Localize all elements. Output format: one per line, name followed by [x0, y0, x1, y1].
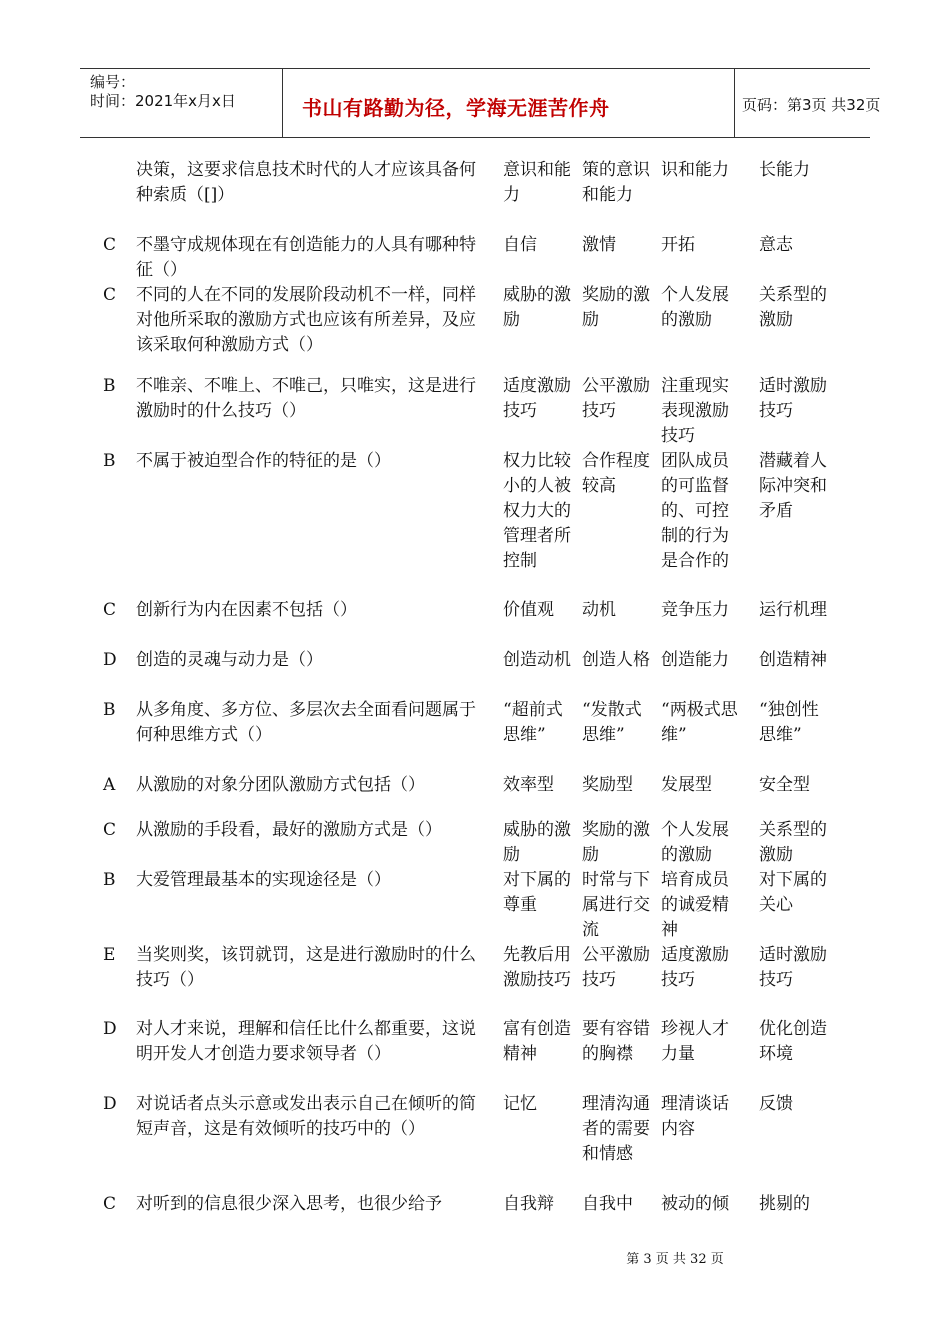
option-a: 自我辩: [503, 1194, 554, 1214]
answer-letter: B: [103, 376, 116, 396]
question-stem: 创造的灵魂与动力是（）: [136, 650, 323, 670]
option-d: 关系型的激励: [759, 820, 827, 865]
option-c: 注重现实表现激励技巧: [661, 376, 729, 446]
option-b: 奖励的激励: [582, 285, 650, 330]
answer-letter: B: [103, 700, 116, 720]
footer-page-number: 第 3 页 共 32 页: [626, 1252, 724, 1267]
answer-letter: B: [103, 451, 116, 471]
option-b: 奖励型: [582, 775, 633, 795]
question-stem: 不同的人在不同的发展阶段动机不一样，同样对他所采取的激励方式也应该有所差异，及应该采取何种激励方式（）: [136, 285, 476, 355]
option-b: 奖励的激励: [582, 820, 650, 865]
question-stem: 创新行为内在因素不包括（）: [136, 600, 357, 620]
question-stem: 不墨守成规体现在有创造能力的人具有哪种特征（）: [136, 235, 476, 280]
option-c: 识和能力: [661, 160, 729, 180]
question-stem: 对人才来说，理解和信任比什么都重要，这说明开发人才创造力要求领导者（）: [136, 1019, 476, 1064]
option-a: 意识和能力: [503, 160, 571, 205]
option-a: 价值观: [503, 600, 554, 620]
answer-letter: D: [103, 1094, 117, 1114]
option-b: 时常与下属进行交流: [582, 870, 650, 940]
answer-letter: C: [103, 820, 117, 840]
option-d: 意志: [759, 235, 793, 255]
option-d: 对下属的关心: [759, 870, 827, 915]
option-c: 个人发展的激励: [661, 820, 729, 865]
option-d: 长能力: [759, 160, 810, 180]
question-stem: 决策，这要求信息技术时代的人才应该具备何种索质（[]）: [136, 160, 476, 205]
answer-letter: B: [103, 870, 116, 890]
header-motto-cell: [282, 69, 735, 137]
option-a: “超前式思维”: [503, 700, 563, 745]
option-c: 适度激励技巧: [661, 945, 729, 990]
option-a: 富有创造精神: [503, 1019, 571, 1064]
option-d: 适时激励技巧: [759, 945, 827, 990]
option-d: 关系型的激励: [759, 285, 827, 330]
question-stem: 从多角度、多方位、多层次去全面看问题属于何种思维方式（）: [136, 700, 476, 745]
question-stem: 不属于被迫型合作的特征的是（）: [136, 451, 391, 471]
option-c: “两极式思维”: [661, 700, 738, 745]
option-d: 潜藏着人际冲突和矛盾: [759, 451, 827, 521]
page-footer: [0, 1248, 950, 1267]
option-b: 激情: [582, 235, 616, 255]
option-a: 威胁的激励: [503, 285, 571, 330]
option-a: 权力比较小的人被权力大的管理者所控制: [503, 451, 571, 571]
question-stem: 当奖则奖，该罚就罚，这是进行激励时的什么技巧（）: [136, 945, 476, 990]
option-d: 适时激励技巧: [759, 376, 827, 421]
option-b: 要有容错的胸襟: [582, 1019, 650, 1064]
option-a: 创造动机: [503, 650, 571, 670]
question-stem: 对听到的信息很少深入思考，也很少给予: [136, 1194, 442, 1214]
option-a: 自信: [503, 235, 537, 255]
option-d: 创造精神: [759, 650, 827, 670]
header-info-cell: [80, 69, 283, 137]
answer-letter: A: [103, 775, 116, 795]
answer-letter: D: [103, 650, 117, 670]
question-stem: 对说话者点头示意或发出表示自己在倾听的简短声音，这是有效倾听的技巧中的（）: [136, 1094, 476, 1139]
question-stem: 大爱管理最基本的实现途径是（）: [136, 870, 391, 890]
header-page-cell: [734, 69, 881, 137]
option-c: 创造能力: [661, 650, 729, 670]
option-c: 理清谈话内容: [661, 1094, 729, 1139]
option-d: 安全型: [759, 775, 810, 795]
option-c: 珍视人才力量: [661, 1019, 729, 1064]
answer-letter: C: [103, 600, 117, 620]
page-info: 页码：第3页 共32页: [742, 96, 881, 114]
question-stem: 不唯亲、不唯上、不唯己，只唯实，这是进行激励时的什么技巧（）: [136, 376, 476, 421]
option-d: 反馈: [759, 1094, 793, 1114]
answer-letter: C: [103, 235, 117, 255]
option-a: 威胁的激励: [503, 820, 571, 865]
option-b: “发散式思维”: [582, 700, 642, 745]
option-b: 合作程度较高: [582, 451, 650, 496]
option-a: 效率型: [503, 775, 554, 795]
answer-letter: E: [103, 945, 116, 965]
option-a: 记忆: [503, 1094, 537, 1114]
option-d: 挑剔的: [759, 1194, 810, 1214]
motto-text: 书山有路勤为径，学海无涯苦作舟: [302, 96, 610, 120]
code-label: 编号：: [90, 73, 136, 91]
option-b: 创造人格: [582, 650, 650, 670]
option-a: 对下属的尊重: [503, 870, 571, 915]
option-d: 优化创造环境: [759, 1019, 827, 1064]
option-b: 公平激励技巧: [582, 945, 650, 990]
option-b: 理清沟通者的需要和情感: [582, 1094, 650, 1164]
option-c: 团队成员的可监督的、可控制的行为是合作的: [661, 451, 729, 571]
option-d: “独创性思维”: [759, 700, 819, 745]
answer-letter: D: [103, 1019, 117, 1039]
option-c: 开拓: [661, 235, 695, 255]
option-b: 自我中: [582, 1194, 633, 1214]
option-a: 适度激励技巧: [503, 376, 571, 421]
answer-letter: C: [103, 1194, 117, 1214]
option-c: 培育成员的诚爱精神: [661, 870, 729, 940]
option-b: 策的意识和能力: [582, 160, 650, 205]
question-stem: 从激励的手段看，最好的激励方式是（）: [136, 820, 442, 840]
question-stem: 从激励的对象分团队激励方式包括（）: [136, 775, 425, 795]
option-b: 动机: [582, 600, 616, 620]
answer-letter: C: [103, 285, 117, 305]
option-c: 竞争压力: [661, 600, 729, 620]
date-label: 时间：2021年x月x日: [90, 92, 236, 110]
header-table: [80, 68, 881, 138]
option-c: 个人发展的激励: [661, 285, 729, 330]
option-c: 发展型: [661, 775, 712, 795]
option-c: 被动的倾: [661, 1194, 729, 1214]
option-b: 公平激励技巧: [582, 376, 650, 421]
option-d: 运行机理: [759, 600, 827, 620]
option-a: 先教后用激励技巧: [503, 945, 571, 990]
